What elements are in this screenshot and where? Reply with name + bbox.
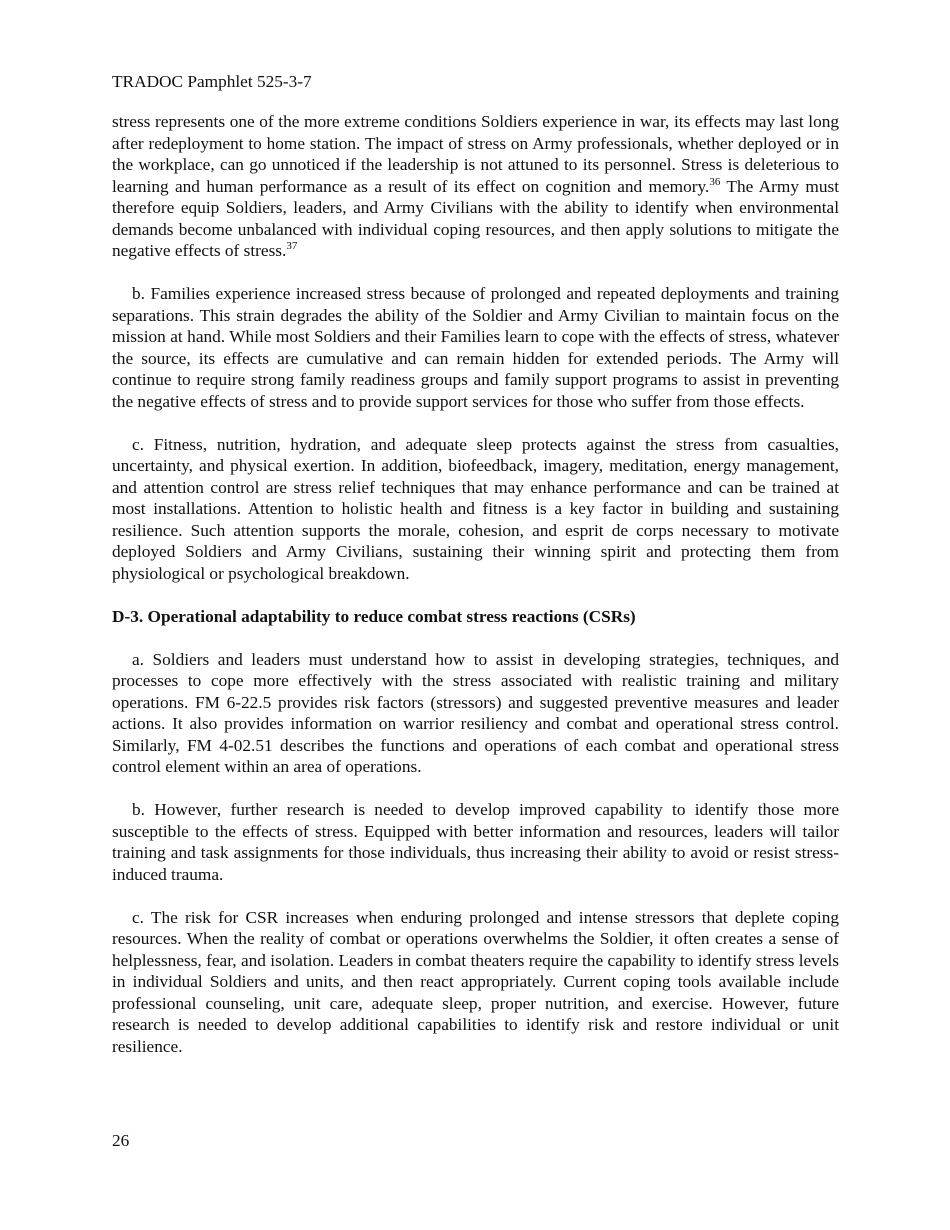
footnote-ref-37: 37 <box>286 240 298 252</box>
paragraph-b-research: b. However, further research is needed to develop improved capability to identify those more susceptible to the effects of stress. Equipped with better information and resources, leaders will tailor training and task assignments for those individuals, thus increasing their ability to avoid or resist stress-induced trauma. <box>112 800 839 884</box>
intro-text-part1: stress represents one of the more extreme conditions Soldiers experience in war, its effects may last long after redeployment to home station. The impact of stress on Army professionals, whether deployed or in the workplace, can go unnoticed if the leadership is not attuned to its personnel. Stress is deleterious to learning and human performance as a result of its effect on cognition and memory. <box>112 112 839 196</box>
document-page <box>112 0 839 1230</box>
body-text <box>112 111 839 1079</box>
page-number: 26 <box>112 1131 130 1150</box>
section-heading-d3: D-3. Operational adaptability to reduce combat stress reactions (CSRs) <box>112 606 636 626</box>
paragraph-b-families: b. Families experience increased stress because of prolonged and repeated deployments and training separations. This strain degrades the ability of the Soldier and Army Civilian to maintain focus on the mission at hand. While most Soldiers and their Families learn to cope with the effects of stress, whatever the source, its effects are cumulative and can remain hidden for extended periods. The Army will continue to require strong family readiness groups and family support programs to assist in preventing the negative effects of stress and to provide support services for those who suffer from those effects. <box>112 284 839 411</box>
paragraph-a-strategies: a. Soldiers and leaders must understand how to assist in developing strategies, techniques, and processes to cope more effectively with the stress associated with realistic training and military operations. FM 6-22.5 provides risk factors (stressors) and suggested preventive measures and leader actions. It also provides information on warrior resiliency and combat and operational stress control. Similarly, FM 4-02.51 describes the functions and operations of each combat and operational stress control element within an area of operations. <box>112 649 839 776</box>
running-header: TRADOC Pamphlet 525-3-7 <box>112 72 312 91</box>
intro-text-part2: The Army must therefore equip Soldiers, leaders, and Army Civilians with the ability to identify when environmental demands become unbalanced with individual coping resources, and then apply solutions to mitigate the negative effects of stress. <box>112 176 839 260</box>
paragraph-c-fitness: c. Fitness, nutrition, hydration, and adequate sleep protects against the stress from casualties, uncertainty, and physical exertion. In addition, biofeedback, imagery, meditation, energy management, and attention control are stress relief techniques that may enhance performance and can be trained at most installations. Attention to holistic health and fitness is a key factor in building and sustaining resilience. Such attention supports the morale, cohesion, and esprit de corps necessary to motivate deployed Soldiers and Army Civilians, sustaining their winning spirit and protecting them from physiological or psychological breakdown. <box>112 434 839 583</box>
footnote-ref-36: 36 <box>709 175 721 188</box>
paragraph-c-csr-risk: c. The risk for CSR increases when enduring prolonged and intense stressors that deplete coping resources. When the reality of combat or operations overwhelms the Soldier, it often creates a sense of helplessness, fear, and isolation. Leaders in combat theaters require the capability to identify stress levels in individual Soldiers and units, and then react appropriately. Current coping tools available include professional counseling, unit care, adequate sleep, proper nutrition, and exercise. However, future research is needed to develop additional capabilities to identify risk and restore individual or unit resilience. <box>112 907 839 1056</box>
intro-paragraph <box>112 111 839 262</box>
